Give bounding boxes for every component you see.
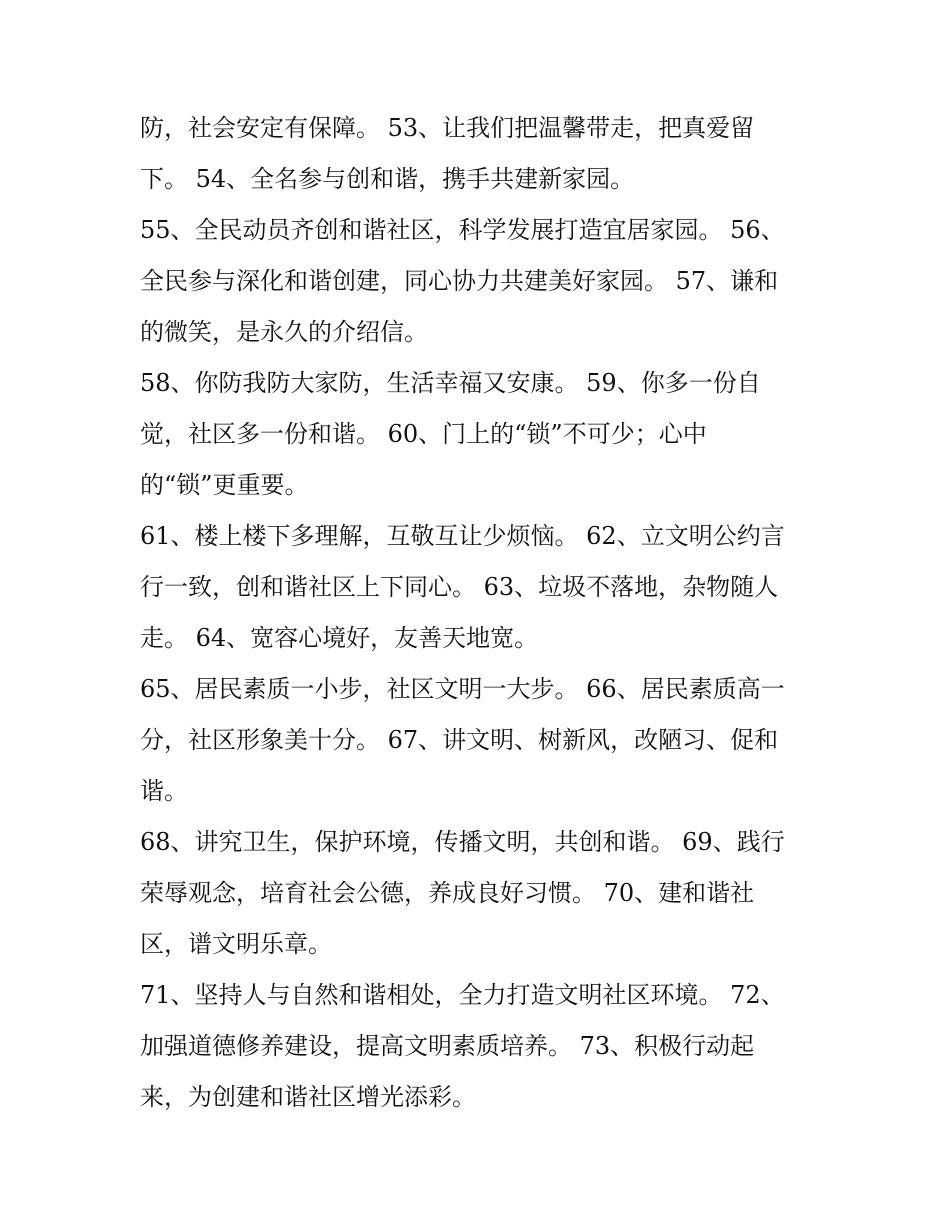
text-line: 加强道德修养建设，提高文明素质培养。 73、积极行动起	[140, 1032, 755, 1060]
text-line: 来，为创建和谐社区增光添彩。	[140, 1083, 476, 1111]
text-line: 61、楼上楼下多理解，互敬互让少烦恼。 62、立文明公约言	[140, 522, 785, 550]
text-line: 的“锁”更重要。	[140, 471, 309, 499]
text-line: 区，谱文明乐章。	[140, 930, 332, 958]
text-line: 65、居民素质一小步，社区文明一大步。 66、居民素质高一	[140, 675, 785, 703]
text-line: 71、坚持人与自然和谐相处，全力打造文明社区环境。 72、	[140, 981, 785, 1009]
text-line: 58、你防我防大家防，生活幸福又安康。 59、你多一份自	[140, 369, 761, 397]
text-line: 全民参与深化和谐创建，同心协力共建美好家园。 57、谦和	[140, 267, 779, 295]
text-line: 行一致，创和谐社区上下同心。 63、垃圾不落地，杂物随人	[140, 573, 779, 601]
text-line: 防，社会安定有保障。 53、让我们把温馨带走，把真爱留	[140, 114, 755, 142]
text-line: 荣辱观念，培育社会公德，养成良好习惯。 70、建和谐社	[140, 879, 755, 907]
document-body	[140, 103, 820, 1123]
text-line: 分，社区形象美十分。 67、讲文明、树新风，改陋习、促和	[140, 726, 779, 754]
text-line: 的微笑，是永久的介绍信。	[140, 318, 428, 346]
text-line: 68、讲究卫生，保护环境，传播文明，共创和谐。 69、践行	[140, 828, 785, 856]
text-line: 下。 54、全名参与创和谐，携手共建新家园。	[140, 165, 635, 193]
text-line: 55、全民动员齐创和谐社区，科学发展打造宜居家园。 56、	[140, 216, 785, 244]
text-line: 觉，社区多一份和谐。 60、门上的“锁”不可少；心中	[140, 420, 707, 448]
text-line: 谐。	[140, 777, 188, 805]
text-line: 走。 64、宽容心境好，友善天地宽。	[140, 624, 539, 652]
